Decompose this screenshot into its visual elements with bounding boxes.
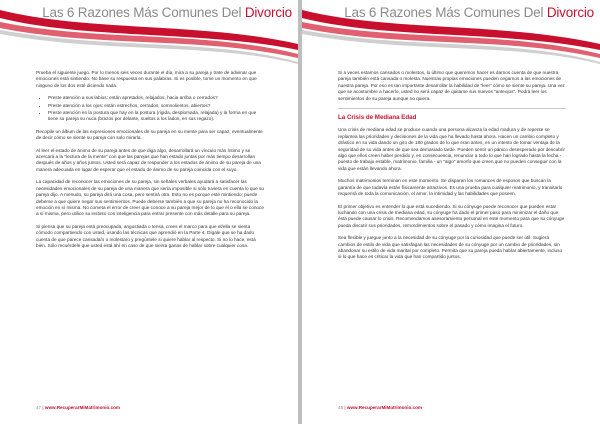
page-header: [0, 0, 298, 64]
list-item: • Preste atención a los ojos: están estrechos, cerrados, somnolientos, abiertos?: [48, 103, 264, 109]
book-title-prefix: Las 6 Razones Más Comunes Del: [344, 5, 547, 20]
left-page-body: [36, 70, 264, 255]
page-footer: [338, 405, 422, 410]
footer-separator: |: [344, 405, 347, 410]
paragraph: Prueba el siguiente juego. Por lo menos seis veces durante el día, mira a su pareja y trate de adivinar que emociones está sintiendo. No base su respuesta en sus palabras. Si es posible, tome un momento en que ninguno de los dos esté diciendo nada.: [36, 70, 257, 88]
page-number: 47: [36, 405, 42, 410]
tips-list: [36, 95, 264, 123]
list-item: • Preste atención en la postura que hay en la postura (rigida, desplomada, relajada) y la forma en que tiene su pareja su nuca (brazos por delante, sueltos a los lados, en sus regazo).: [48, 110, 264, 123]
paragraph: Muchos matrimonios terminan en este momento. Se disparan los romances de esposos que buscan la garantía de que todavía están físicamente atractivos. Es una prueba para cualquier matrimonio, y transitarlo requerirá de toda la comunicación, el amor, la intimidad y las habilidades que poseen.: [338, 178, 563, 197]
book-title-accent: Divorcio: [546, 5, 594, 20]
book-title: [344, 5, 594, 20]
left-page: [0, 0, 298, 424]
paragraph: Si piensa que su pareja está preocupada, angustiada o tensa, crees el marco para que el/ella se sienta cómodo compartiendo con usted, usando las técnicas que aprendió en la Parte 4. Dígale que se ha dado cuenta de que parece cansada/o o molesta/o y pregúntele si quiere hablar al respecto. Si no lo hace, está bien. Sólo recuérdele que usted está ahí en caso de que sienta ganas de hablar sobre cualquier cosa.: [36, 223, 256, 248]
footer-separator: |: [42, 405, 45, 410]
book-title-prefix: Las 6 Razones Más Comunes Del: [42, 5, 245, 20]
paragraph: Si a veces estamos cansados o molestos, lo último que queremos hacer es darnos cuenta de que nuestra pareja también está cansada o molesta. Nuestras propias emociones pueden cegarnos a las emociones de nuestra pareja. Por eso es tan importante desarrollar la habilidad de "leer" cómo se siente su pareja. Una vez que se acostumbre a hacerlo, usted no será capaz de quitarse sus nuevos "anteojos". Podrá leer los sentimientos de su pareja aunque no quiera.: [338, 70, 565, 101]
page-header: [302, 0, 600, 64]
list-item: • Preste atención a sus labios: están apretados, relajados, hacia arriba o cerrados?: [48, 95, 264, 101]
page-footer: [36, 405, 120, 410]
paragraph: Al leer el estado de ánimo de su pareja antes de que diga algo, desarrollará un vínculo más íntimo y se acercará a la "lectura de la mente" con que las parejas que han estado juntas por más tiempo desarrollan después de años y años juntos. Usted será capaz de responder a los estados de ánimo de su pareja de una manera adecuada en lugar de esperar que el estado de ánimo de su pareja coincida con el suyo.: [36, 147, 261, 172]
right-page-body: [338, 70, 566, 267]
page-number: 48: [338, 405, 344, 410]
paragraph: Recopile un álbum de las expresiones emocionales de su pareja en su mente para ser capaz, eventualmente de decir cómo se siente su pareja con solo mirarla.: [36, 128, 263, 141]
book-title-accent: Divorcio: [244, 5, 292, 20]
paragraph: La capacidad de reconocer las emociones de su pareja, sin señales verbales ayudará a satisfacer las necesidades emocionales de su pareja de una manera que sería imposible si sólo tuviera en cuenta lo que su pareja dijo. A menudo, su pareja dirá una cosa, pero sentirá otra. Esto no es porque esté mintiendo; puede deberse a que quiere negar sus sentimientos. Puede deberse también a que su pareja no ha reconocido la emoción en sí misma. No cometa el error de creer que conoce a su pareja mejor de lo que él o ella se conoce a sí misma, pero utilice su instinto con inteligencia para entrar presente con más detalle para su pareja.: [36, 179, 265, 217]
section-divider: [338, 108, 566, 109]
section-heading: La Crisis de Mediana Edad: [338, 114, 417, 122]
book-title: [42, 5, 292, 20]
right-page: [302, 0, 600, 424]
footer-link[interactable]: www.RecuperarMiMatrimonio.com: [346, 405, 423, 410]
footer-link[interactable]: www.RecuperarMiMatrimonio.com: [44, 405, 121, 410]
paragraph: Sea flexible y juegue junto a la necesidad de su cónyuge por la curiosidad que puede ser útil. Sugiera cambios de estilo de vida que satisfagan las necesidades de su cónyuge por un cambio de prioridades, sin abandonar su estilo de vida marital por completo. Permita que su pareja pueda hablar abiertamente, incluso si lo que hace es criticar la vida que han compartido juntos.: [338, 235, 563, 260]
paragraph: El primer objetivo es entender lo que está sucediendo. Si su cónyuge puede reconocer que pueden estar luchando con una crisis de mediana edad, su cónyuge ha dado el primer paso para minimizar el daño que ésta puede causar lo crisis. Recomendamos asesoramiento personal en este momento para que su cónyuge pueda discutir sus prioridades, remordimientos sobre el pasado y cómo imagina el futuro.: [338, 203, 565, 228]
paragraph: Una crisis de mediana edad se produce cuando una persona alcanza la edad madura y de repente se replantea las prioridades y decisiones de la vida que ha llevado hasta ahora. Hacen un cambio completo y drástico en su vida dando un giro de 180 grados de lo que eran antes, en un intento de tomar ventaja de la seguridad de su vida antes de que sea demasiado tarde. Pueden sentir un pánico desesperado por descubrir algo que ellos creen haber perdido y, en consecuencia, renunciar a todo lo que han logrado hasta la fecha - puesto de trabajo estable, matrimonio, familia - un "algo" amorfo que creen que no pueden conseguir con la vida que están llevando ahora.: [338, 127, 565, 171]
